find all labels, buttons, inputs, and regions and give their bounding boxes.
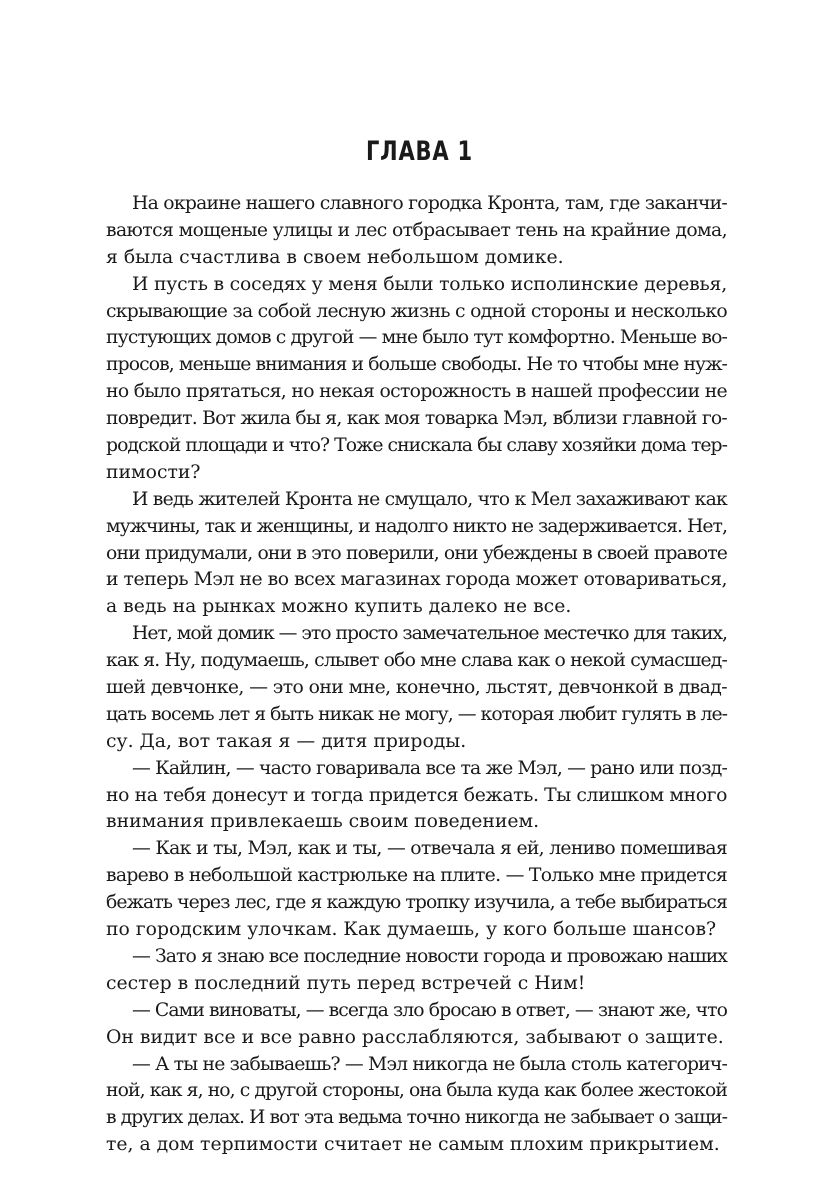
text-line: но на тебя донесут и тогда придется бежать. Ты слишком много xyxy=(106,784,727,806)
text-line: варево в небольшой кастрюльке на плите. — Только мне придется xyxy=(106,865,727,887)
text-line: На окраине нашего славного городка Кронта, там, где заканчи- xyxy=(132,193,727,214)
text-line: — Кайлин, — часто говаривала все та же Мэл, — рано или позд- xyxy=(132,757,727,779)
text-line: — А ты не забываешь? — Мэл никогда не была столь категорич- xyxy=(132,1053,727,1075)
text-line: Он видит все и все равно расслабляются, забывают о защите. xyxy=(106,1026,724,1048)
text-line: пустующих домов с другой — мне было тут комфортно. Меньше во- xyxy=(106,327,727,349)
text-line: Нет, мой домик — это просто замечательное местечко для таких, xyxy=(132,623,727,645)
text-line: — Как и ты, Мэл, как и ты, — отвечала я ей, лениво помешивая xyxy=(132,838,727,860)
text-line: мужчины, так и женщины, и надолго никто не задерживается. Нет, xyxy=(106,515,727,537)
chapter-title: ГЛАВА 1 xyxy=(365,136,474,167)
text-line: цать восемь лет я быть никак не могу, — которая любит гулять в ле- xyxy=(106,703,727,725)
text-line: ной, как я, но, с другой стороны, она была куда как более жестокой xyxy=(106,1080,727,1102)
text-line: я была счастлива в своем небольшом домике. xyxy=(106,246,564,268)
text-line: бежать через лес, где я каждую тропку изучила, а тебе выбираться xyxy=(106,892,727,914)
paragraph xyxy=(106,944,727,998)
paragraph xyxy=(106,487,727,621)
text-line: И пусть в соседях у меня были только исполинские деревья, xyxy=(132,273,727,295)
text-line: скрывающие за собой лесную жизнь с одной стороны и несколько xyxy=(106,300,727,322)
text-line: в других делах. И вот эта ведьма точно никогда не забывает о защи- xyxy=(106,1107,727,1129)
text-line: а ведь на рынках можно купить далеко не все. xyxy=(106,596,572,618)
paragraph xyxy=(106,1052,727,1160)
text-line: они придумали, они в это поверили, они убеждены в своей правоте xyxy=(106,542,727,564)
text-line: но было прятаться, но некая осторожность в нашей профессии не xyxy=(106,381,727,403)
text-line: — Сами виноваты, — всегда зло бросаю в ответ, — знают же, что xyxy=(132,999,727,1021)
text-line: те, а дом терпимости считает не самым плохим прикрытием. xyxy=(106,1134,720,1156)
text-line: сестер в последний путь перед встречей с Ним! xyxy=(106,972,586,994)
text-line: шей девчонке, — это они мне, конечно, льстят, девчонкой в двад- xyxy=(106,677,727,699)
paragraph xyxy=(106,621,727,755)
text-line: ваются мощеные улицы и лес отбрасывает тень на крайние дома, xyxy=(106,219,727,241)
paragraph xyxy=(106,998,727,1052)
text-line: внимания привлекаешь своим поведением. xyxy=(106,811,540,833)
text-line: пимости? xyxy=(106,461,201,483)
text-line: су. Да, вот такая я — дитя природы. xyxy=(106,730,467,752)
text-line: просов, меньше внимания и больше свободы. Не то чтобы мне нуж- xyxy=(106,354,727,376)
text-line: — Зато я знаю все последние новости города и провожаю наших xyxy=(132,945,727,967)
text-line: родской площади и что? Тоже снискала бы славу хозяйки дома тер- xyxy=(106,435,727,457)
text-line: по городским улочкам. Как думаешь, у кого больше шансов? xyxy=(106,919,717,941)
text-line: повредит. Вот жила бы я, как моя товарка Мэл, вблизи главной го- xyxy=(106,408,727,430)
paragraph xyxy=(106,756,727,837)
text-line: И ведь жителей Кронта не смущало, что к Мел захаживают как xyxy=(132,488,728,510)
paragraph xyxy=(106,272,727,487)
chapter-text xyxy=(106,191,727,1159)
paragraph xyxy=(106,191,727,272)
text-line: как я. Ну, подумаешь, слывет обо мне слава как о некой сумасшед- xyxy=(106,650,727,672)
paragraph xyxy=(106,836,727,944)
text-line: и теперь Мэл не во всех магазинах города может отовариваться, xyxy=(106,569,727,591)
